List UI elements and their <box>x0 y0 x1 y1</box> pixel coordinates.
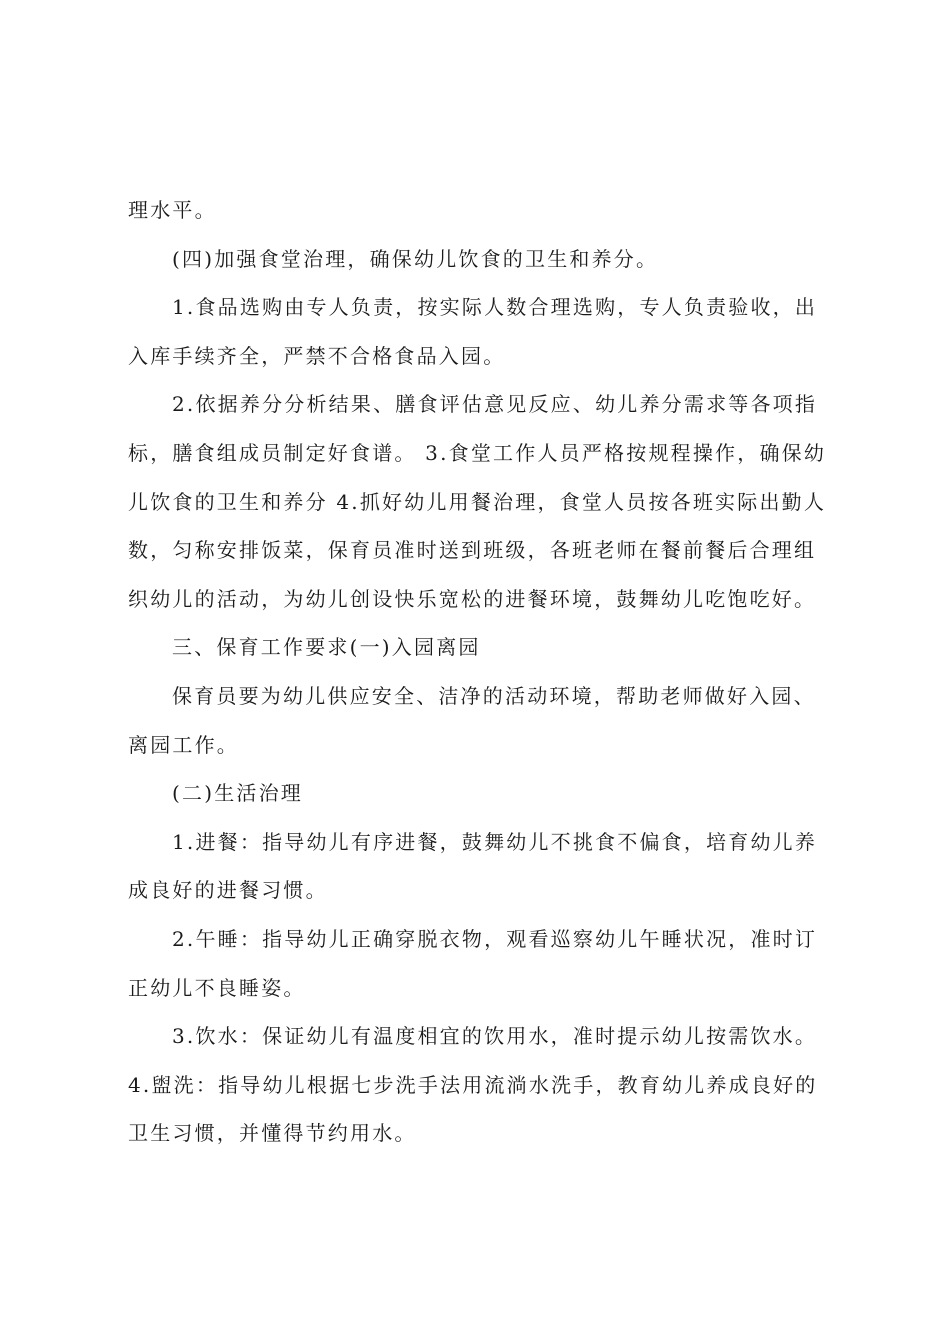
text-line: 1.进餐：指导幼儿有序进餐，鼓舞幼儿不挑食不偏食，培育幼儿养 <box>172 829 818 854</box>
text-line: 卫生习惯，并懂得节约用水。 <box>128 1121 417 1146</box>
text-line: 2.午睡：指导幼儿正确穿脱衣物，观看巡察幼儿午睡状况，准时订 <box>172 926 818 951</box>
text-line: 保育员要为幼儿供应安全、洁净的活动环境，帮助老师做好入园、 <box>172 683 816 708</box>
text-line: 2.依据养分分析结果、膳食评估意见反应、幼儿养分需求等各项指 <box>172 392 818 417</box>
text-line: 4.盥洗：指导幼儿根据七步洗手法用流淌水洗手，教育幼儿养成良好的 <box>128 1072 818 1097</box>
text-block <box>128 186 832 1158</box>
section-heading-care-requirements: 三、保育工作要求(一)入园离园 <box>172 635 481 660</box>
section-heading-daily-life: (二)生活治理 <box>172 781 304 806</box>
section-heading-canteen: (四)加强食堂治理，确保幼儿饮食的卫生和养分。 <box>172 246 659 271</box>
text-line: 数，匀称安排饭菜，保育员准时送到班级，各班老师在餐前餐后合理组 <box>128 538 817 563</box>
text-line: 织幼儿的活动，为幼儿创设快乐宽松的进餐环境，鼓舞幼儿吃饱吃好。 <box>128 586 817 611</box>
text-line: 儿饮食的卫生和养分 4.抓好幼儿用餐治理，食堂人员按各班实际出勤人 <box>128 489 827 514</box>
text-line: 理水平。 <box>128 198 217 222</box>
text-line: 正幼儿不良睡姿。 <box>128 975 306 1000</box>
text-line: 标，膳食组成员制定好食谱。 3.食堂工作人员严格按规程操作，确保幼 <box>128 440 827 465</box>
text-line: 1.食品选购由专人负责，按实际人数合理选购，专人负责验收，出 <box>172 295 818 320</box>
text-line: 离园工作。 <box>128 732 239 757</box>
text-line: 3.饮水：保证幼儿有温度相宜的饮用水，准时提示幼儿按需饮水。 <box>172 1024 818 1049</box>
document-body <box>128 186 832 1158</box>
text-line: 入库手续齐全，严禁不合格食品入园。 <box>128 343 506 368</box>
text-line: 成良好的进餐习惯。 <box>128 878 328 903</box>
